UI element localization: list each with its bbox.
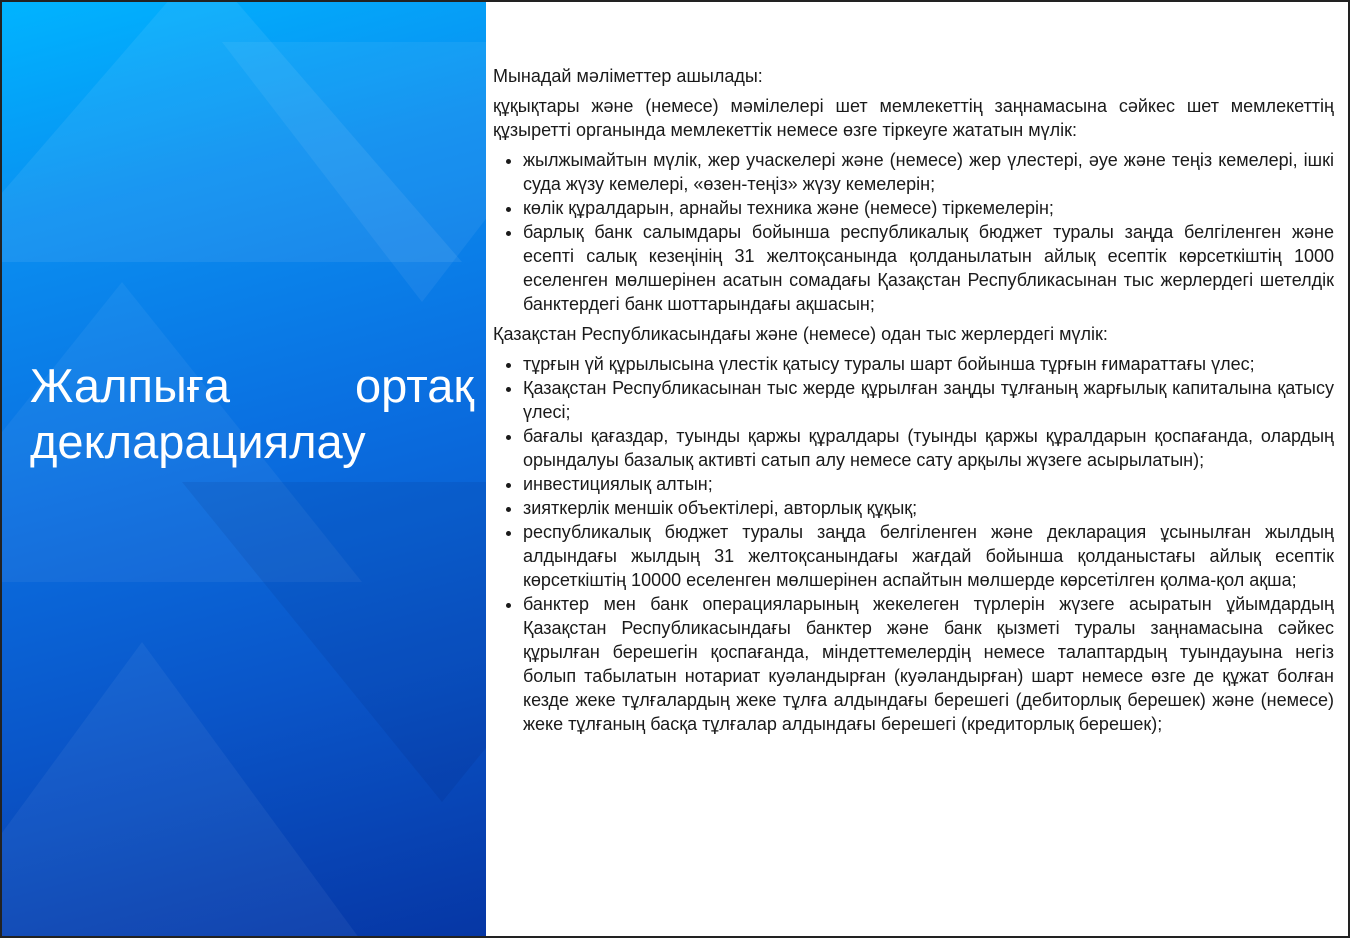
list-item: • банктер мен банк операцияларының жекелеген түрлерін жүзеге асыратын ұйымдардың Қазақстан Республикасындағы банктер және банк қызметі туралы заңнамасына сәйкес құрылған берешегін қоспағанда, міндеттемелердің немесе талаптардың туындауына негіз болып табылатын нотариат куәландырған (куәландырған) шарт немесе өзге де құжат болған кезде жеке тұлғалардың жеке тұлға алдындағы берешегі (дебиторлық берешек) және (немесе) жеке тұлғаның басқа тұлғалар алдындағы берешегі (кредиторлық берешек); xyxy=(523,592,1334,736)
title-word: декларациялау xyxy=(30,415,366,468)
section1-heading: құқықтары және (немесе) мәмілелері шет мемлекеттің заңнамасына сәйкес шет мемлекеттің құзыретті органында мемлекеттік немесе өзге тіркеуге жататын мүлік: xyxy=(493,96,1334,140)
content-body xyxy=(493,64,1334,742)
list-item: • бағалы қағаздар, туынды қаржы құралдары (туынды қаржы құралдарын қоспағанда, олардың орындалуы базалық активті сатып алу немесе сату арқылы жүзеге асырылатын); xyxy=(523,424,1334,472)
title-line-1 xyxy=(30,358,474,414)
section2-list xyxy=(493,352,1334,736)
list-item: • тұрғын үй құрылысына үлестік қатысу туралы шарт бойынша тұрғын ғимараттағы үлес; xyxy=(523,352,1334,376)
slide-title xyxy=(30,358,474,470)
section2-heading: Қазақстан Республикасындағы және (немесе) одан тыс жерлердегі мүлік: xyxy=(493,324,1108,344)
intro-text: Мынадай мәліметтер ашылады: xyxy=(493,66,763,86)
background-shape xyxy=(2,642,362,938)
title-word: Жалпыға xyxy=(30,359,231,412)
list-item: • инвестициялық алтын; xyxy=(523,472,1334,496)
list-item: • көлік құралдарын, арнайы техника және (немесе) тіркемелерін; xyxy=(523,196,1334,220)
background-shape xyxy=(222,42,486,302)
list-item: • зияткерлік меншік объектілері, авторлық құқық; xyxy=(523,496,1334,520)
list-item: • республикалық бюджет туралы заңда белгіленген және декларация ұсынылған жылдың алдындағы жылдың 31 желтоқсанындағы жағдай бойынша қолданыстағы айлық есептік көрсеткіштің 10000 еселенген мөлшерінен аспайтын мөлшерде көрсетілген қолма-қол ақша; xyxy=(523,520,1334,592)
list-item: • барлық банк салымдары бойынша республикалық бюджет туралы заңда белгіленген және есепті салық кезеңінің 31 желтоқсанында қолданылатын айлық есептік көрсеткіштің 1000 еселенген мөлшерінен асатын сомадағы Қазақстан Республикасынан тыс жерлердегі шетелдік банктердегі банк шоттарындағы ақшасын; xyxy=(523,220,1334,316)
title-word: ортақ xyxy=(355,359,474,412)
title-panel xyxy=(2,2,486,938)
list-item: • Қазақстан Республикасынан тыс жерде құрылған заңды тұлғаның жарғылық капиталына қатысу үлесі; xyxy=(523,376,1334,424)
list-item: • жылжымайтын мүлік, жер учаскелері және (немесе) жер үлестері, әуе және теңіз кемелері, ішкі суда жүзу кемелері, «өзен-теңіз» жүзу кемелерін; xyxy=(523,148,1334,196)
section1-list xyxy=(493,148,1334,316)
